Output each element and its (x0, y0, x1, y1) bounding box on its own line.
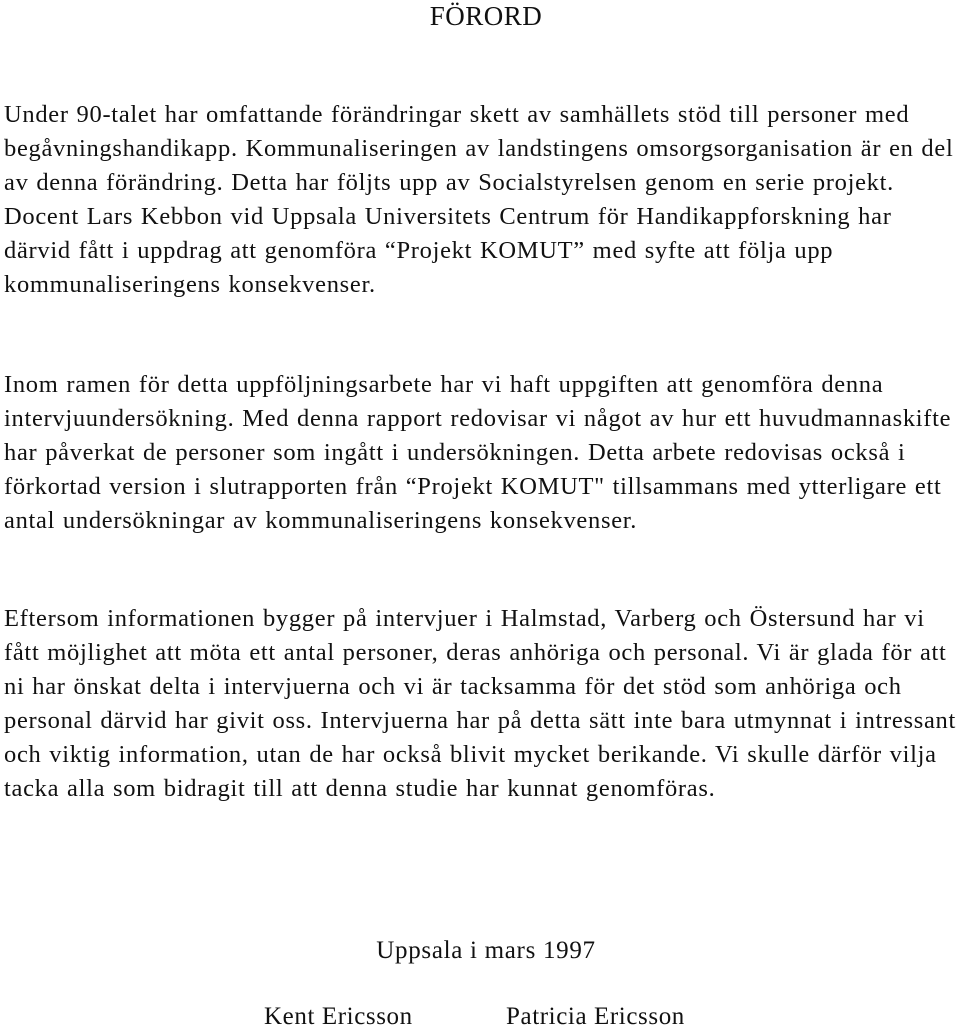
signatory-name: Kent Ericsson (264, 1003, 413, 1030)
paragraph-study: Inom ramen för detta uppföljningsarbete har vi haft uppgiften att genomföra denna intervjuundersökning. Med denna rapport redovisar vi något av hur ett huvudmannaskifte har påverkat de personer som ingått i undersökningen. Detta arbete redovisas också i förkortad version i slutrapporten från “Projekt KOMUT" tillsammans med ytterligare ett antal undersökningar av kommunaliseringens konsekvenser. (4, 371, 952, 534)
page-title: FÖRORD (429, 1, 543, 31)
signatory-name: Patricia Ericsson (506, 1003, 685, 1030)
paragraph-thanks: Eftersom informationen bygger på intervjuer i Halmstad, Varberg och Östersund har vi fått möjlighet att möta ett antal personer, deras anhöriga och personal. Vi är glada för att ni har önskat delta i intervjuerna och vi är tacksamma för det stöd som anhöriga och personal därvid har givit oss. Intervjuerna har på detta sätt inte bara utmynnat i intressant och viktig information, utan de har också blivit mycket berikande. Vi skulle därför vilja tacka alla som bidragit till att denna studie har kunnat genomföras. (4, 605, 956, 802)
place-and-date: Uppsala i mars 1997 (376, 937, 596, 964)
paragraph-intro: Under 90-talet har omfattande förändringar skett av samhällets stöd till personer med begåvningshandikapp. Kommunaliseringen av landstingens omsorgsorganisation är en del av denna förändring. Detta har följts upp av Socialstyrelsen genom en serie projekt. Docent Lars Kebbon vid Uppsala Universitets Centrum för Handikappforskning har därvid fått i uppdrag att genomföra “Projekt KOMUT” med syfte att följa upp kommunaliseringens konsekvenser. (4, 101, 954, 298)
